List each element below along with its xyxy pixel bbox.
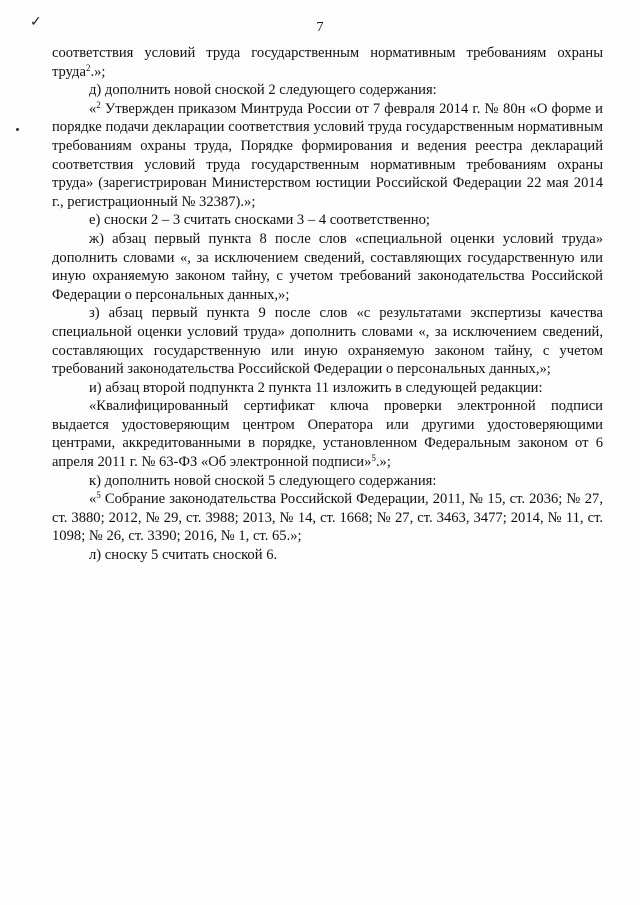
paragraph-item-z: з) абзац первый пункта 9 после слов «с результатами экспертизы качества специальной оценки условий труда» дополнить словами «, за исключением сведений, составляющих государственную или иную охраняемую законом тайну, с учетом требований законодательства Российской Федерации о персональных данных,»; — [52, 305, 603, 378]
paragraph-text: « — [89, 491, 97, 508]
paragraph-text: « — [89, 100, 97, 117]
paragraph-text: .»; — [90, 63, 106, 80]
paragraph-item-d: д) дополнить новой сноской 2 следующего содержания: — [89, 82, 437, 99]
paragraph-item-zh: ж) абзац первый пункта 8 после слов «специальной оценки условий труда» дополнить словами «, за исключением сведений, составляющих государственную или иную охраняемую законом тайну, с учетом требований законодательства Российской Федерации о персональных данных,»; — [52, 230, 603, 303]
footnote-ref: 5 — [96, 490, 101, 501]
paragraph-text: Утвержден приказом Минтруда России от 7 февраля 2014 г. № 80н «О форме и порядке подачи декларации соответствия условий труда государственным нормативным требованиям охраны труда, Порядке формирования и ведения реестра деклараций соответствия условий труда государственным нормативным требованиям охраны труда» (зарегистрирован Министерством юстиции Российской Федерации 22 мая 2014 г., регистрационный № 32387).»; — [52, 100, 603, 210]
footnote-ref: 2 — [96, 99, 101, 110]
paragraph-text: Собрание законодательства Российской Федерации, 2011, № 15, ст. 2036; № 27, ст. 3880; 2012, № 29, ст. 3988; 2013, № 14, ст. 1668; № 27, ст. 3463, 3477; 2014, № 11, ст. 1098; № 26, ст. 3390; 2016, № 1, ст. 65.»; — [52, 491, 603, 545]
paragraph-item-i: и) абзац второй подпункта 2 пункта 11 изложить в следующей редакции: — [89, 379, 543, 396]
paragraph-continuation — [52, 44, 603, 81]
margin-dot — [16, 128, 19, 131]
paragraph-text: «Квалифицированный сертификат ключа проверки электронной подписи выдается удостоверяющим центром Оператора или другими удостоверяющими центрами, аккредитованными в порядке, установленном Федеральным законом от 6 апреля 2011 г. № 63-ФЗ «Об электронной подписи» — [52, 398, 603, 471]
footnote-ref: 5 — [371, 453, 376, 464]
paragraph-text: соответствия условий труда государственным нормативным требованиям охраны труда — [52, 45, 603, 80]
paragraph-text: .»; — [375, 454, 391, 471]
paragraph-item-e: е) сноски 2 – 3 считать сносками 3 – 4 соответственно; — [89, 212, 430, 229]
paragraph-quoted-text — [52, 397, 603, 471]
check-mark-icon: ✓ — [30, 15, 42, 30]
page-number: 7 — [316, 20, 324, 35]
footnote-ref: 2 — [85, 62, 91, 73]
paragraph-item-k: к) дополнить новой сноской 5 следующего содержания: — [89, 472, 437, 489]
paragraph-footnote-5 — [52, 490, 603, 546]
paragraph-item-l: л) сноску 5 считать сноской 6. — [89, 547, 278, 564]
document-body — [52, 44, 603, 565]
paragraph-footnote-2 — [52, 100, 603, 212]
